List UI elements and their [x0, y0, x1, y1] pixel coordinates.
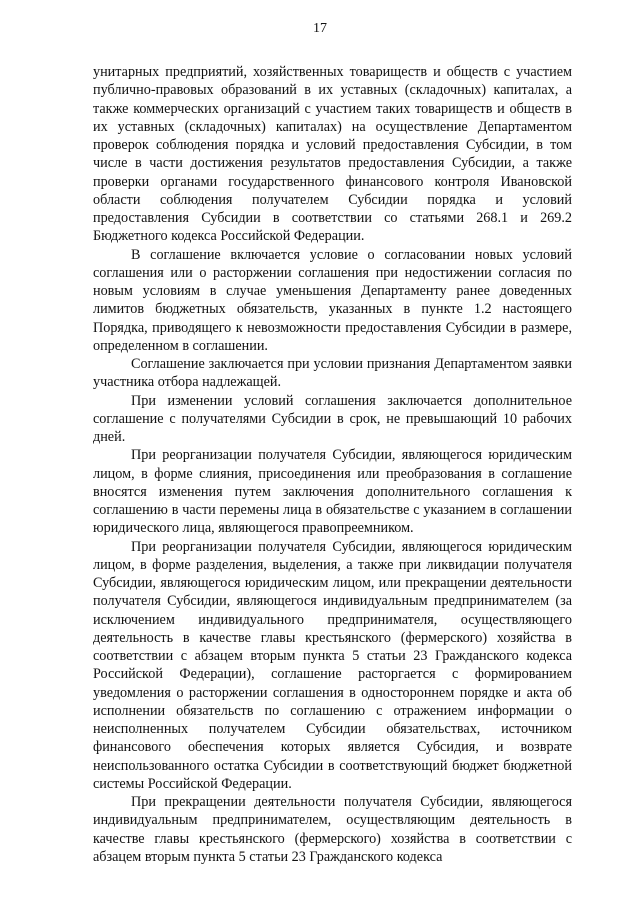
paragraph-continuation: унитарных предприятий, хозяйственных товариществ и обществ с участием публично-правовых образований в их уставных (складочных) капиталах, а также коммерческих организаций с участием таких товариществ и обществ в их уставных (складочных) капиталах) на осуществление Департаментом проверок соблюдения порядка и условий предоставления Субсидии, в том числе в части достижения результатов предоставления Субсидии, а также проверки органами государственного финансового контроля Ивановской области соблюдения получателем Субсидии порядка и условий предоставления Субсидии в соответствии со статьями 268.1 и 269.2 Бюджетного кодекса Российской Федерации.: [93, 64, 572, 245]
paragraph-agreement-conditions: В соглашение включается условие о согласовании новых условий соглашения или о расторжении соглашения при недостижении согласия по новым условиям в случае уменьшения Департаменту ранее доведенных лимитов бюджетных обязательств, указанных в пункте 1.2 настоящего Порядка, приводящего к невозможности предоставления Субсидии в размере, определенном в соглашении.: [93, 246, 572, 354]
paragraph-agreement-conclusion: Соглашение заключается при условии признания Департаментом заявки участника отбора надлежащей.: [93, 356, 572, 391]
paragraph-reorganization-division: При реорганизации получателя Субсидии, являющегося юридическим лицом, в форме разделения, выделения, а также при ликвидации получателя Субсидии, являющегося юридическим лицом, или прекращении деятельности получателя Субсидии, являющегося индивидуальным предпринимателем (за исключением индивидуального предпринимателя, осуществляющего деятельность в качестве главы крестьянского (фермерского) хозяйства в соответствии с абзацем вторым пункта 5 статьи 23 Гражданского кодекса Российской Федерации), соглашение расторгается с формированием уведомления о расторжении соглашения в одностороннем порядке и акта об исполнении обязательств по соглашению с отражением информации о неисполненных получателем Субсидии обязательствах, источником финансового обеспечения которых является Субсидия, и возврате неиспользованного остатка Субсидии в соответствующий бюджет бюджетной системы Российской Федерации.: [93, 538, 572, 792]
document-body: [93, 63, 572, 866]
paragraph-additional-agreement: При изменении условий соглашения заключается дополнительное соглашение с получателями Субсидии в срок, не превышающий 10 рабочих дней.: [93, 392, 572, 445]
page-number: 17: [313, 21, 327, 36]
paragraph-reorganization-merger: При реорганизации получателя Субсидии, являющегося юридическим лицом, в форме слияния, присоединения или преобразования в соглашение вносятся изменения путем заключения дополнительного соглашения к соглашению в части перемены лица в обязательстве с указанием в соглашении юридического лица, являющегося правопреемником.: [93, 447, 572, 537]
paragraph-termination-entrepreneur: При прекращении деятельности получателя Субсидии, являющегося индивидуальным предпринимателем, осуществляющим деятельность в качестве главы крестьянского (фермерского) хозяйства в соответствии с абзацем вторым пункта 5 статьи 23 Гражданского кодекса: [93, 794, 572, 865]
